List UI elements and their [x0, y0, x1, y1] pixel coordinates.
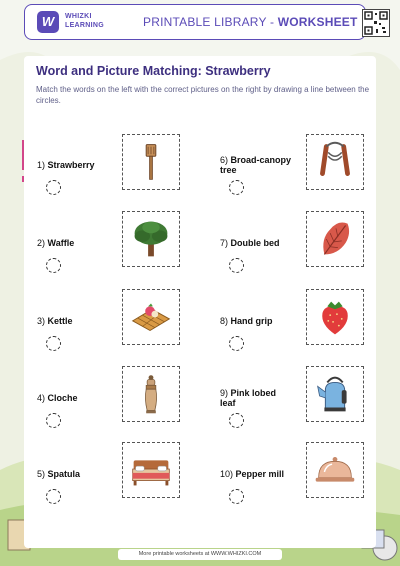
strawberry-icon	[307, 290, 363, 344]
item-word: Cloche	[47, 393, 78, 403]
left-item-5	[37, 469, 80, 479]
left-item-3	[37, 316, 73, 326]
hand-grip-icon	[307, 135, 363, 189]
waffle-icon	[123, 290, 179, 344]
spatula-icon	[123, 135, 179, 189]
picture-card-3	[122, 289, 180, 345]
item-number: 10)	[220, 469, 234, 479]
left-item-2	[37, 238, 74, 248]
item-word: Double bed	[230, 238, 280, 248]
match-circle-right-10[interactable]	[229, 489, 244, 504]
match-circle-left-4[interactable]	[46, 413, 61, 428]
right-item-6	[220, 155, 300, 175]
item-word: Waffle	[47, 238, 75, 248]
match-circle-left-3[interactable]	[46, 336, 61, 351]
left-item-1	[37, 160, 95, 170]
worksheet-instructions: Match the words on the left with the correct pictures on the right by drawing a line between the circles.	[36, 85, 370, 105]
item-number: 6)	[220, 155, 229, 165]
item-word: Strawberry	[47, 160, 95, 170]
match-circle-left-5[interactable]	[46, 489, 61, 504]
item-word: Pepper mill	[235, 469, 285, 479]
item-word: Pink lobed leaf	[220, 388, 277, 408]
match-circle-right-6[interactable]	[229, 180, 244, 195]
match-circle-left-2[interactable]	[46, 258, 61, 273]
item-number: 4)	[37, 393, 46, 403]
match-circle-right-9[interactable]	[229, 413, 244, 428]
item-word: Hand grip	[230, 316, 273, 326]
brand-line-2: LEARNING	[65, 22, 104, 29]
cloche-icon	[307, 443, 363, 497]
pepper-mill-icon	[123, 367, 179, 421]
item-number: 1)	[37, 160, 46, 170]
site-header	[24, 4, 366, 40]
brand-name	[65, 12, 104, 30]
header-title	[143, 15, 358, 29]
bed-icon	[123, 443, 179, 497]
worksheet-title: Word and Picture Matching: Strawberry	[36, 64, 271, 78]
picture-card-9	[306, 366, 364, 422]
right-item-7	[220, 238, 280, 248]
right-item-9	[220, 388, 290, 408]
picture-card-10	[306, 442, 364, 498]
item-word: Kettle	[47, 316, 73, 326]
item-number: 9)	[220, 388, 229, 398]
match-circle-right-7[interactable]	[229, 258, 244, 273]
leaf-icon	[307, 212, 363, 266]
item-number: 7)	[220, 238, 229, 248]
match-circle-right-8[interactable]	[229, 336, 244, 351]
header-title-bold: WORKSHEET	[277, 15, 358, 29]
qr-code-icon	[362, 9, 390, 37]
picture-card-6	[306, 134, 364, 190]
item-number: 8)	[220, 316, 229, 326]
right-item-8	[220, 316, 273, 326]
picture-card-1	[122, 134, 180, 190]
item-number: 3)	[37, 316, 46, 326]
header-title-plain: PRINTABLE LIBRARY -	[143, 15, 278, 29]
picture-card-2	[122, 211, 180, 267]
picture-card-5	[122, 442, 180, 498]
item-number: 2)	[37, 238, 46, 248]
picture-card-4	[122, 366, 180, 422]
match-circle-left-1[interactable]	[46, 180, 61, 195]
item-number: 5)	[37, 469, 46, 479]
kettle-icon	[307, 367, 363, 421]
left-item-4	[37, 393, 78, 403]
tree-icon	[123, 212, 179, 266]
whizki-logo-icon: W	[37, 11, 59, 33]
picture-card-8	[306, 289, 364, 345]
right-item-10	[220, 469, 284, 479]
footer-link[interactable]: More printable worksheets at WWW.WHIZKI.COM	[118, 549, 282, 560]
item-word: Broad-canopy tree	[220, 155, 292, 175]
item-word: Spatula	[47, 469, 81, 479]
brand-line-1: WHIZKI	[65, 13, 92, 20]
picture-card-7	[306, 211, 364, 267]
